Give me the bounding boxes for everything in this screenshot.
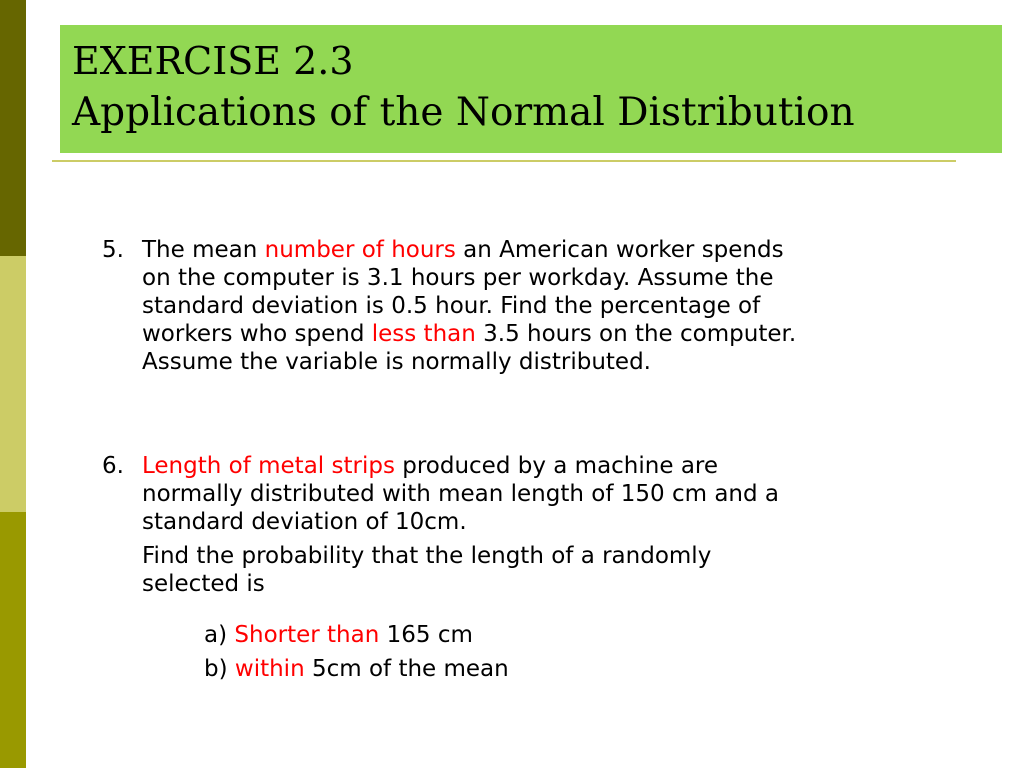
q6-text-1b: produced by a machine are — [394, 453, 719, 479]
question-6-line-1 — [142, 452, 1002, 480]
side-bar-bottom — [0, 512, 26, 768]
question-6-prompt — [142, 542, 1002, 598]
q5-highlight-number-of-hours: number of hours — [264, 237, 456, 263]
q6-highlight-length-of-metal-strips: Length of metal strips — [142, 453, 395, 479]
q5-text-1b: an American worker spends — [455, 237, 784, 263]
question-6-number: 6. — [102, 453, 124, 479]
q5-highlight-less-than: less than — [371, 321, 476, 347]
sub-item-b-text: 5cm of the mean — [304, 656, 509, 682]
question-6 — [102, 452, 1002, 598]
side-bar-middle — [0, 256, 26, 512]
sub-item-a-text: 165 cm — [379, 622, 473, 648]
question-6-prompt-line-1: Find the probability that the length of a randomly — [142, 543, 712, 569]
sub-item-b-highlight: within — [234, 656, 305, 682]
question-5-line-2: on the computer is 3.1 hours per workday. Assume the — [142, 265, 774, 291]
question-6-prompt-line-2: selected is — [142, 571, 265, 597]
sub-item-a-label: a) — [204, 622, 235, 648]
question-5 — [102, 236, 1002, 376]
slide-content — [102, 236, 1002, 686]
question-5-line-5: Assume the variable is normally distributed. — [142, 349, 651, 375]
q5-text-1a: The mean — [142, 237, 265, 263]
sub-item-a-highlight: Shorter than — [234, 622, 380, 648]
title-divider — [52, 160, 956, 162]
q5-text-4a: workers who spend — [142, 321, 372, 347]
q5-text-4b: 3.5 hours on the computer. — [475, 321, 797, 347]
side-bar-top — [0, 0, 26, 256]
question-6-line-2: normally distributed with mean length of 150 cm and a — [142, 481, 779, 507]
sub-item-a — [204, 618, 1002, 652]
question-5-line-3: standard deviation is 0.5 hour. Find the percentage of — [142, 293, 761, 319]
question-6-sub-items — [102, 618, 1002, 686]
exercise-title: EXERCISE 2.3 — [72, 39, 354, 83]
question-5-line-4 — [142, 320, 1002, 348]
question-6-line-3: standard deviation of 10cm. — [142, 509, 467, 535]
slide-title: Applications of the Normal Distribution — [72, 90, 855, 135]
question-5-line-1 — [142, 236, 1002, 264]
sub-item-b — [204, 652, 1002, 686]
sub-item-b-label: b) — [204, 656, 235, 682]
title-box — [60, 25, 1002, 153]
question-5-number: 5. — [102, 237, 124, 263]
